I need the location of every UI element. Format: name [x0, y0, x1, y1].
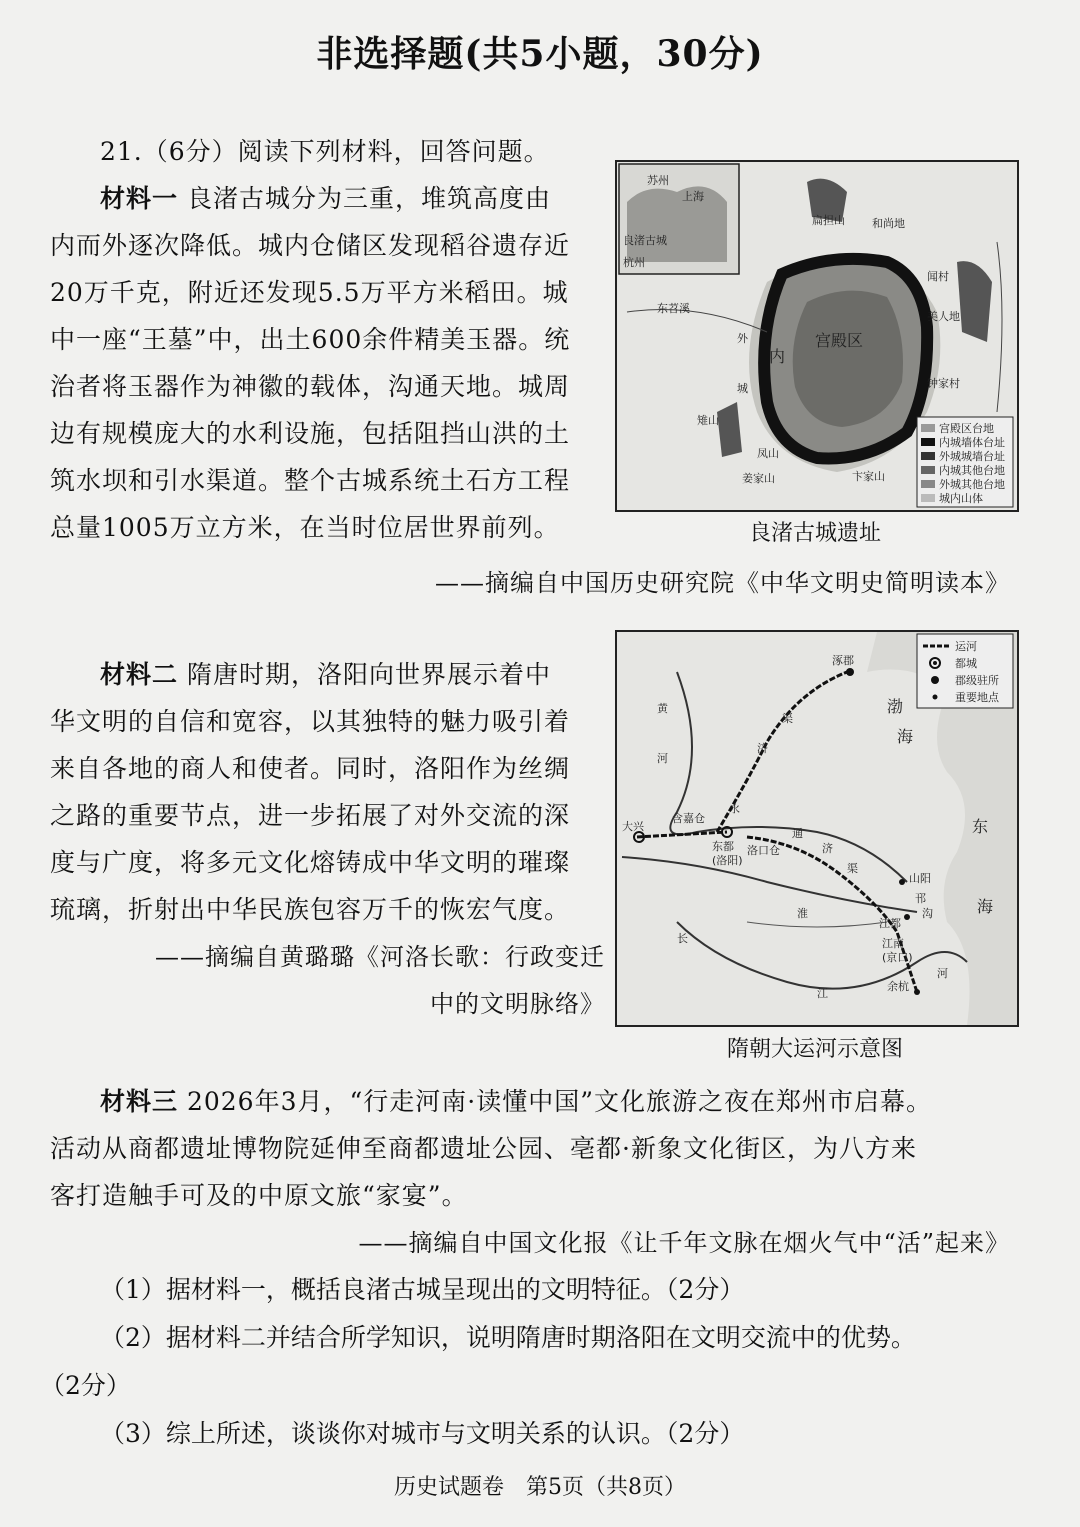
material-2-line-4: 度与广度，将多元文化熔铸成中华文明的璀璨: [50, 848, 571, 877]
material-1-line-6: 筑水坝和引水渠道。整个古城系统土石方工程: [50, 466, 571, 495]
sea-label-dong: 东: [972, 817, 989, 836]
place-daxing: 大兴: [622, 820, 644, 833]
material-2-first-line: [100, 655, 551, 691]
jiangjiashan-label: 姜家山: [742, 472, 775, 485]
material-1-line-7: 总量1005万立方米，在当时位居世界前列。: [50, 513, 560, 542]
inset-label-2: 良渚古城: [623, 234, 667, 247]
material-3-line-1: 2026年3月，“行走河南·读懂中国”文化旅游之夜在郑州市启幕。: [186, 1087, 933, 1116]
material-1-line-0: 良渚古城分为三重，堆筑高度由: [186, 184, 551, 213]
fengshan-label: 凤山: [757, 447, 779, 460]
material-1-source: ——摘编自中国历史研究院《中华文明史简明读本》: [435, 569, 1010, 597]
material-2-line-2: 来自各地的商人和使者。同时，洛阳作为丝绸: [50, 754, 571, 783]
material-2-source-line-1: ——摘编自黄璐璐《河洛长歌：行政变迁: [155, 943, 605, 971]
river-label-chang: 长: [677, 932, 688, 945]
material-3-line-2: 活动从商都遗址博物院延伸至商都遗址公园、亳都·新象文化街区，为八方来: [50, 1134, 917, 1163]
legend-5: 城内山体: [939, 492, 983, 505]
canal-label-qu-1: 渠: [782, 712, 793, 725]
material-2-label: 材料二: [100, 660, 179, 689]
place-shanyang: 山阳: [909, 872, 931, 885]
river-label-huang: 黄: [657, 702, 668, 715]
place-jiangnan: 江南: [882, 937, 904, 950]
material-1-line-5: 边有规模庞大的水利设施，包括阻挡山洪的土: [50, 419, 571, 448]
sub-question-2: （2）据材料二并结合所学知识，说明隋唐时期洛阳在文明交流中的优势。: [100, 1323, 916, 1352]
sub-question-2-cont: （2分）: [40, 1371, 131, 1400]
biandanshan-label: 扁担山: [812, 214, 845, 227]
material-2-source-line-2: 中的文明脉络》: [430, 990, 605, 1018]
canal-label-tong: 通: [792, 827, 803, 840]
place-yuhang: 余杭: [887, 980, 909, 993]
material-3-line-3: 客打造触手可及的中原文旅“家宴”。: [50, 1181, 468, 1210]
wencun-label: 闻村: [927, 270, 949, 283]
city-label: 城: [737, 382, 748, 395]
material-1-line-3: 中一座“王墓”中，出土600余件精美玉器。统: [50, 325, 571, 354]
inset-label-0: 苏州: [647, 174, 669, 187]
sub-question-1: （1）据材料一，概括良渚古城呈现出的文明特征。（2分）: [100, 1275, 745, 1304]
material-3-source: ——摘编自中国文化报《让千年文脉在烟火气中“活”起来》: [358, 1229, 1010, 1257]
legend-2: 外城城墙台址: [939, 450, 1005, 463]
place-jiangdu: 江都: [879, 917, 901, 930]
canal-label-qu-2: 渠: [847, 862, 858, 875]
material-2-line-1: 华文明的自信和宽容，以其独特的魅力吸引着: [50, 707, 571, 736]
sea-label-hai-1: 海: [897, 727, 914, 746]
place-jingkou: (京口): [882, 951, 913, 964]
material-3-first-line: [100, 1082, 932, 1118]
canal-label-yong: 永: [729, 802, 740, 815]
material-1-line-1: 内而外逐次降低。城内仓储区发现稻谷遗存近: [50, 231, 571, 260]
sea-label-hai-2: 海: [977, 897, 994, 916]
place-zhuojun: 涿郡: [832, 654, 854, 667]
grand-canal-map-caption: 隋朝大运河示意图: [726, 1037, 903, 1062]
legend-3: 内城其他台地: [939, 464, 1005, 477]
meirendi-label: 美人地: [927, 310, 960, 323]
river-label-jiang: 江: [817, 987, 828, 1000]
inner-city-label: 内: [769, 347, 786, 366]
page-footer: 历史试题卷 第5页（共8页）: [394, 1475, 686, 1500]
material-2-line-5: 琉璃，折射出中华民族包容万千的恢宏气度。: [50, 895, 571, 924]
canal-legend-2: 郡级驻所: [955, 674, 999, 687]
canal-label-he: 河: [937, 967, 948, 980]
place-luoyang: (洛阳): [712, 854, 743, 867]
legend-1: 内城墙体台址: [939, 436, 1005, 449]
sea-label-bo: 渤: [887, 697, 904, 716]
material-2-line-0: 隋唐时期，洛阳向世界展示着中: [186, 660, 551, 689]
palace-label: 宫殿区: [815, 331, 864, 350]
place-luokoucang: 洛口仓: [747, 844, 780, 857]
canal-legend-3: 重要地点: [955, 691, 999, 704]
place-hanjiacang: 含嘉仓: [672, 812, 705, 825]
material-1-label: 材料一: [100, 184, 179, 213]
section-title: 非选择题(共5小题，30分): [316, 33, 764, 75]
zhongjiacun-label: 钟家村: [927, 377, 960, 390]
material-1-line-4: 治者将玉器作为神徽的载体，沟通天地。城周: [50, 372, 571, 401]
material-1-line-2: 20万千克，附近还发现5.5万平方米稻田。城: [50, 278, 569, 307]
material-1-first-line: [100, 179, 551, 215]
zhishan-label: 雉山: [697, 414, 719, 427]
canal-label-gou: 沟: [922, 907, 933, 920]
river-label-huai: 淮: [797, 907, 808, 920]
canal-label-ji-1: 济: [757, 742, 768, 755]
liangzhu-map: [615, 160, 1019, 512]
material-2-line-3: 之路的重要节点，进一步拓展了对外交流的深: [50, 801, 571, 830]
legend-4: 外城其他台地: [939, 478, 1005, 491]
material-3-label: 材料三: [100, 1087, 179, 1116]
canal-label-han: 邗: [915, 892, 926, 905]
river-label-he: 河: [657, 752, 668, 765]
bianjiashan-label: 卞家山: [852, 470, 885, 483]
inset-label-3: 杭州: [623, 256, 645, 269]
grand-canal-map: [615, 630, 1019, 1027]
outer-city-label: 外: [737, 332, 748, 345]
dongtiaoxi-label: 东苕溪: [657, 302, 690, 315]
legend-0: 宫殿区台地: [939, 422, 994, 435]
place-dongdu: 东都: [712, 840, 734, 853]
question-header: 21.（6分）阅读下列材料，回答问题。: [100, 137, 550, 166]
heshangdi-label: 和尚地: [872, 217, 905, 230]
canal-legend-1: 都城: [955, 657, 977, 670]
inset-label-1: 上海: [682, 190, 704, 203]
sub-question-3: （3）综上所述，谈谈你对城市与文明关系的认识。（2分）: [100, 1419, 745, 1448]
canal-label-ji-2: 济: [822, 842, 833, 855]
liangzhu-map-caption: 良渚古城遗址: [748, 521, 881, 546]
canal-legend-0: 运河: [955, 640, 977, 653]
